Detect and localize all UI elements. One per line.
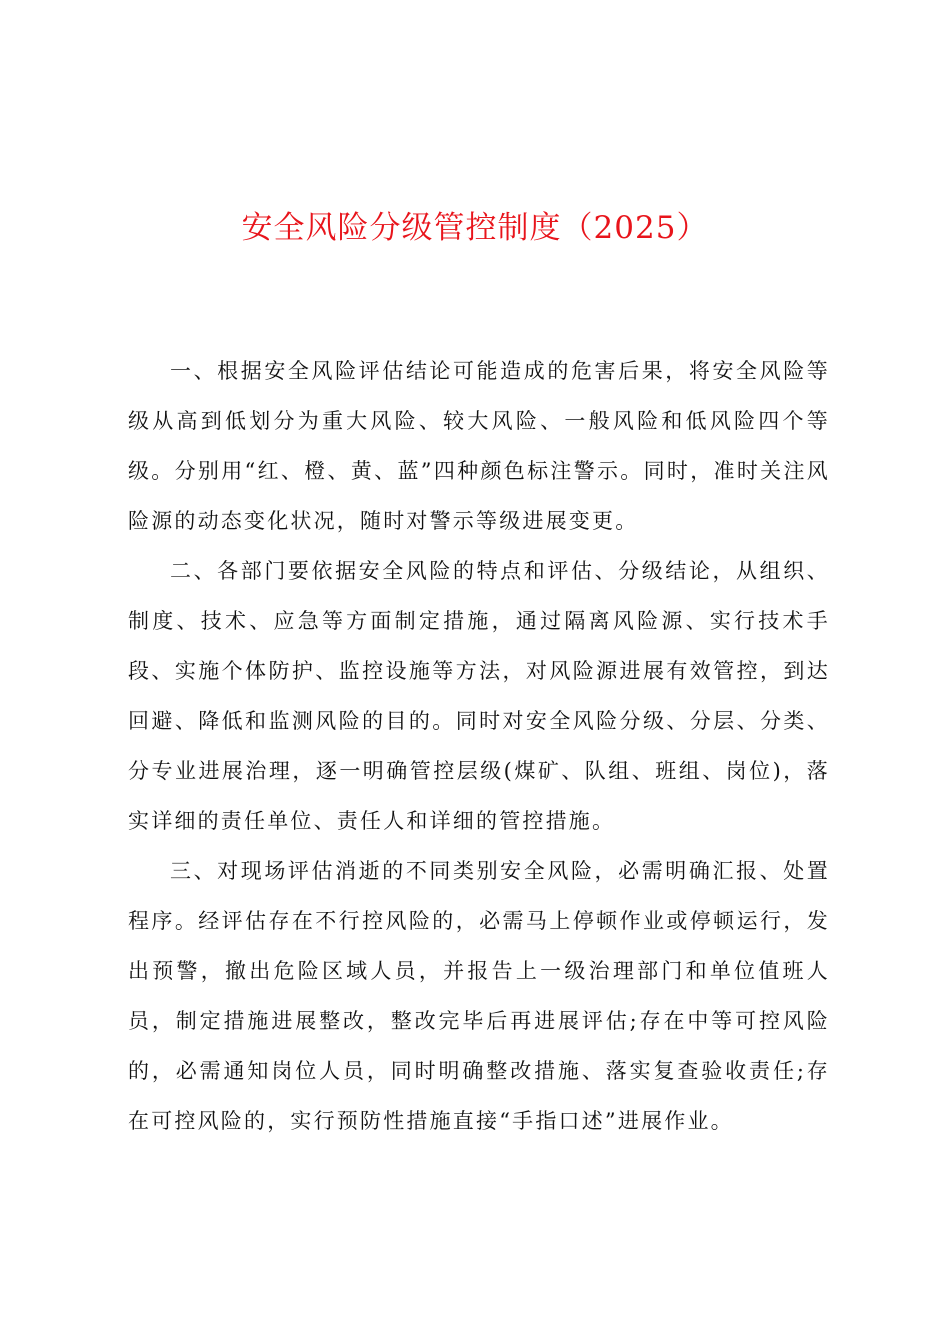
paragraph-3: 三、对现场评估消逝的不同类别安全风险，必需明确汇报、处置程序。经评估存在不行控风险的，必需马上停顿作业或停顿运行，发出预警，撤出危险区域人员，并报告上一级治理部门和单位值班人员，制定措施进展整改，整改完毕后再进展评估;存在中等可控风险的，必需通知岗位人员，同时明确整改措施、落实复查验收责任;存在可控风险的，实行预防性措施直接“手指口述”进展作业。 (128, 859, 830, 1133)
paragraph-1: 一、根据安全风险评估结论可能造成的危害后果，将安全风险等级从高到低划分为重大风险、较大风险、一般风险和低风险四个等级。分别用“红、橙、黄、蓝”四种颜色标注警示。同时，准时关注风险源的动态变化状况，随时对警示等级进展变更。 (128, 359, 830, 533)
paragraph-2: 二、各部门要依据安全风险的特点和评估、分级结论，从组织、制度、技术、应急等方面制定措施，通过隔离风险源、实行技术手段、实施个体防护、监控设施等方法，对风险源进展有效管控，到达回避、降低和监测风险的目的。同时对安全风险分级、分层、分类、分专业进展治理，逐一明确管控层级(煤矿、队组、班组、岗位)，落实详细的责任单位、责任人和详细的管控措施。 (128, 559, 830, 833)
document-title: 安全风险分级管控制度（2025） (241, 210, 709, 246)
document-body (128, 346, 830, 1146)
